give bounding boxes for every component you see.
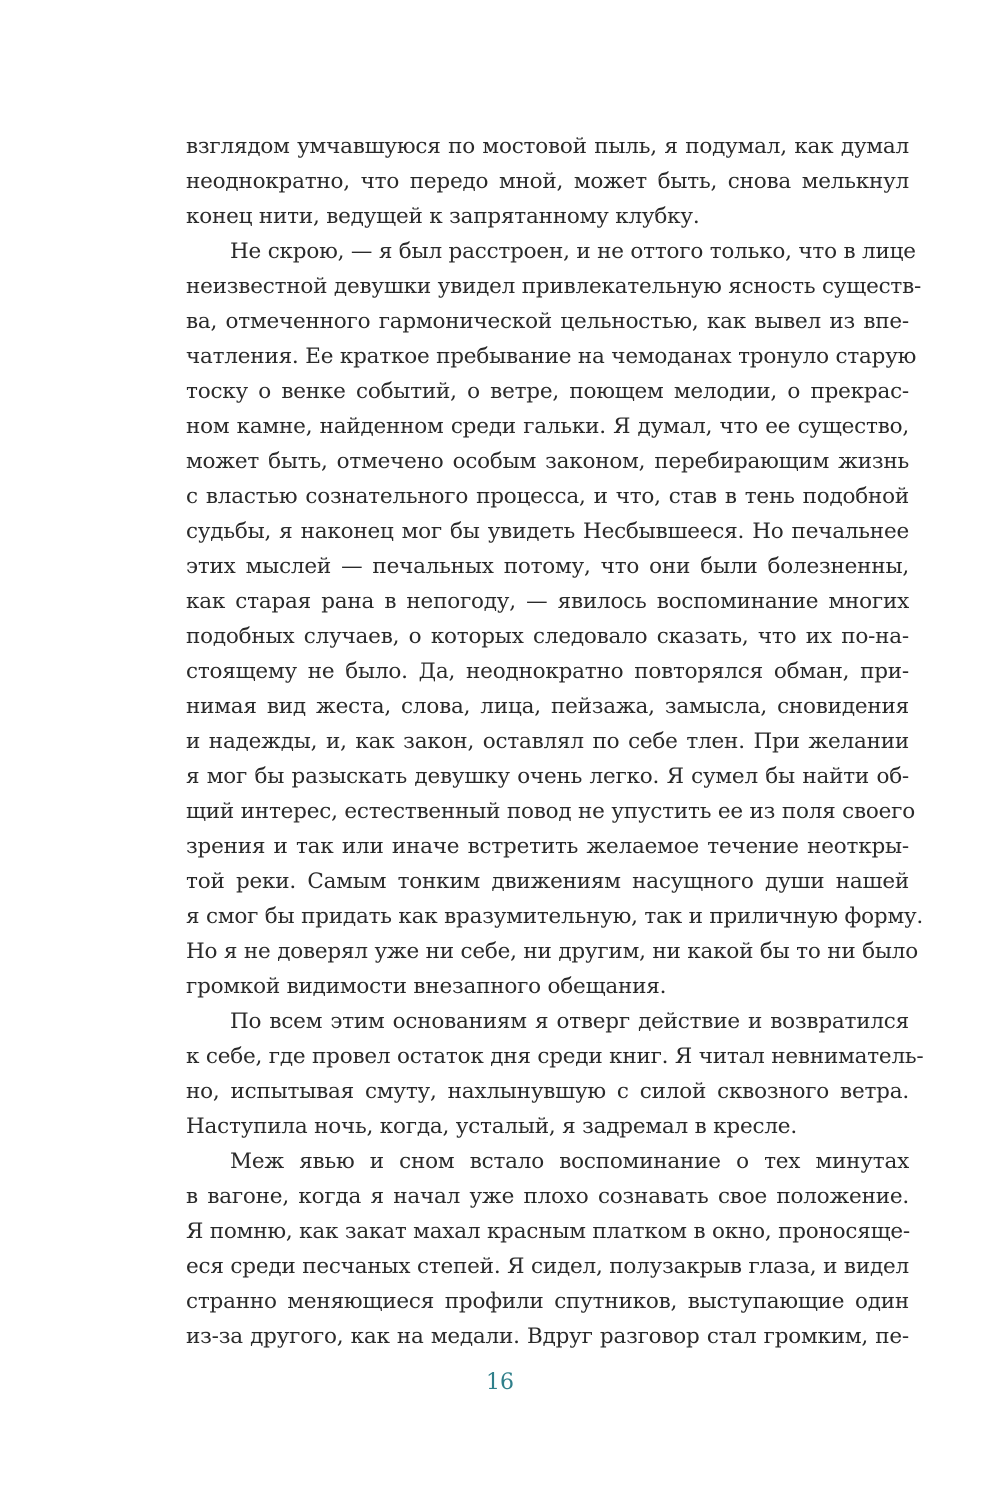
text-line: конец нити, ведущей к запрятанному клубку. [186,204,700,229]
text-line: Наступила ночь, когда, усталый, я задремал в кресле. [186,1114,797,1139]
text-line: этих мыслей — печальных потому, что они были болезненны, [186,554,909,579]
page-number: 16 [486,1370,514,1395]
text-line: в вагоне, когда я начал уже плохо сознавать свое положение. [186,1184,909,1209]
text-line: из-за другого, как на медали. Вдруг разговор стал громким, пе- [186,1324,909,1349]
paragraph-first-line: Не скрою, — я был расстроен, и не оттого только, что в лице [230,239,916,264]
text-line: взглядом умчавшуюся по мостовой пыль, я подумал, как думал [186,134,909,159]
text-line: той реки. Самым тонким движениям насущного души нашей [186,869,909,894]
text-line: неоднократно, что передо мной, может быть, снова мелькнул [186,169,909,194]
text-line: стоящему не было. Да, неоднократно повторялся обман, при- [186,659,909,684]
text-line: я смог бы придать как вразумительную, так и приличную форму. [186,904,924,929]
text-line: но, испытывая смуту, нахлынувшую с силой сквозного ветра. [186,1079,909,1104]
text-line: подобных случаев, о которых следовало сказать, что их по-на- [186,624,909,649]
text-line: к себе, где провел остаток дня среди книг. Я читал невниматель- [186,1044,924,1069]
paragraph-first-line: Меж явью и сном встало воспоминание о тех минутах [230,1149,909,1174]
text-line: неизвестной девушки увидел привлекательную ясность существ- [186,274,922,299]
text-line: я мог бы разыскать девушку очень легко. Я сумел бы найти об- [186,764,909,789]
text-line: ном камне, найденном среди гальки. Я думал, что ее существо, [186,414,909,439]
text-line: Я помню, как закат махал красным платком в окно, проносяще- [186,1219,910,1244]
text-line: зрения и так или иначе встретить желаемое течение неоткры- [186,834,909,859]
text-line: с властью сознательного процесса, и что, став в тень подобной [186,484,909,509]
text-line: и надежды, и, как закон, оставлял по себе тлен. При желании [186,729,909,754]
text-line: как старая рана в непогоду, — явилось воспоминание многих [186,589,909,614]
text-line: тоску о венке событий, о ветре, поющем мелодии, о прекрас- [186,379,909,404]
body-text [186,129,924,1354]
text-line: громкой видимости внезапного обещания. [186,974,667,999]
paragraph-first-line: По всем этим основаниям я отверг действие и возвратился [230,1009,909,1034]
text-line: нимая вид жеста, слова, лица, пейзажа, замысла, сновидения [186,694,909,719]
text-line: судьбы, я наконец мог бы увидеть Несбывшееся. Но печальнее [186,519,909,544]
text-line: может быть, отмечено особым законом, перебирающим жизнь [186,449,909,474]
text-line: ва, отмеченного гармонической цельностью, как вывел из впе- [186,309,909,334]
text-line: Но я не доверял уже ни себе, ни другим, ни какой бы то ни было [186,939,918,964]
text-line: странно меняющиеся профили спутников, выступающие один [186,1289,909,1314]
text-line: чатления. Ее краткое пребывание на чемоданах тронуло старую [186,344,917,369]
text-line: щий интерес, естественный повод не упустить ее из поля своего [186,799,915,824]
text-line: еся среди песчаных степей. Я сидел, полузакрыв глаза, и видел [186,1254,909,1279]
